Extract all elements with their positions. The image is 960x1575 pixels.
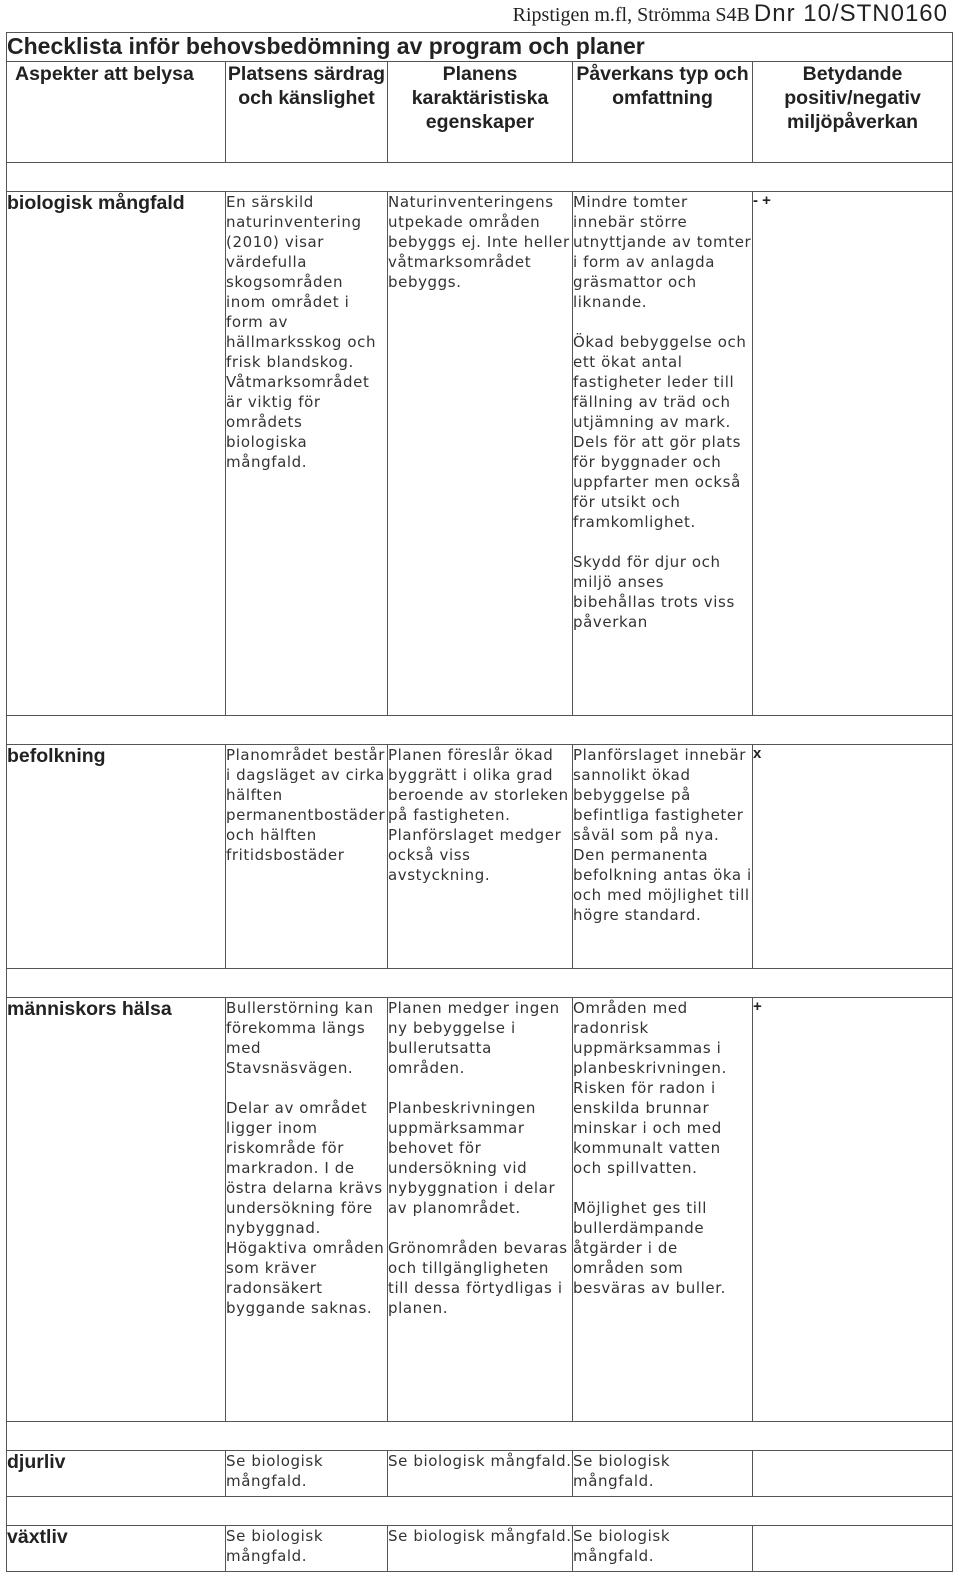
column-header-impact: Påverkans typ och omfattning bbox=[573, 62, 753, 163]
spacer-row bbox=[7, 1497, 953, 1526]
row-site bbox=[226, 998, 388, 1422]
row-effect: - + bbox=[753, 192, 953, 716]
paragraph: Se biologisk mångfald. bbox=[226, 1527, 324, 1565]
paragraph: Se biologisk mångfald. bbox=[388, 1452, 572, 1470]
row-aspect: växtliv bbox=[7, 1526, 226, 1572]
row-site bbox=[226, 1451, 388, 1497]
paragraph: Naturinventeringens utpekade områden bebyggs ej. Inte heller våtmarksområdet bebyggs. bbox=[388, 193, 570, 291]
spacer-row bbox=[7, 163, 953, 192]
spacer-row bbox=[7, 969, 953, 998]
paragraph: Planbeskrivningen uppmärksammar behovet för undersökning vid nybyggnation i delar av planområdet. bbox=[388, 1099, 556, 1217]
paragraph: Planområdet består i dagsläget av cirka hälften permanentbostäder och hälften fritidsbostäder bbox=[226, 746, 386, 864]
paragraph: Se biologisk mångfald. bbox=[388, 1527, 572, 1545]
paragraph: Mindre tomter innebär större utnyttjande av tomter i form av anlagda gräsmattor och liknande. bbox=[573, 193, 752, 311]
paragraph: Planförslaget innebär sannolikt ökad bebyggelse på befintliga fastigheter såväl som på nya. Den permanenta befolkning antas öka i och med möjlighet till högre standard. bbox=[573, 746, 752, 924]
table-row bbox=[7, 1451, 953, 1497]
row-impact bbox=[573, 1526, 753, 1572]
spacer-row bbox=[7, 716, 953, 745]
row-effect: + bbox=[753, 998, 953, 1422]
table-row bbox=[7, 1526, 953, 1572]
row-aspect: biologisk mångfald bbox=[7, 192, 226, 716]
row-impact bbox=[573, 998, 753, 1422]
row-site bbox=[226, 192, 388, 716]
row-impact bbox=[573, 745, 753, 969]
row-site bbox=[226, 1526, 388, 1572]
row-site bbox=[226, 745, 388, 969]
paragraph: Planen föreslår ökad byggrätt i olika grad beroende av storleken på fastigheten. Planförslaget medger också viss avstyckning. bbox=[388, 746, 569, 884]
header-dnr: Dnr 10/STN0160 bbox=[753, 0, 948, 27]
row-plan bbox=[388, 998, 573, 1422]
paragraph: Grönområden bevaras och tillgängligheten till dessa förtydligas i planen. bbox=[388, 1239, 568, 1317]
paragraph: En särskild naturinventering (2010) visar värdefulla skogsområden inom området i form av hällmarksskog och frisk blandskog. Våtmarksområdet är viktig för områdets biologiska mångfald. bbox=[226, 193, 377, 471]
row-plan bbox=[388, 745, 573, 969]
row-impact bbox=[573, 1451, 753, 1497]
column-header-plan: Planens karaktäristiska egenskaper bbox=[388, 62, 573, 163]
paragraph: Delar av området ligger inom riskområde för markradon. I de östra delarna krävs undersökning före nybyggnad. Högaktiva områden som kräver radonsäkert byggande saknas. bbox=[226, 1099, 385, 1317]
table-row bbox=[7, 745, 953, 969]
row-effect bbox=[753, 1451, 953, 1497]
column-header-aspect: Aspekter att belysa bbox=[7, 62, 226, 163]
row-impact bbox=[573, 192, 753, 716]
paragraph: Se biologisk mångfald. bbox=[573, 1452, 671, 1490]
title-row bbox=[7, 33, 953, 62]
paragraph: Bullerstörning kan förekomma längs med Stavsnäsvägen. bbox=[226, 999, 374, 1077]
row-aspect: djurliv bbox=[7, 1451, 226, 1497]
paragraph: Se biologisk mångfald. bbox=[226, 1452, 324, 1490]
table-row bbox=[7, 192, 953, 716]
page-header bbox=[513, 0, 948, 26]
paragraph: Ökad bebyggelse och ett ökat antal fastigheter leder till fällning av träd och utjämning av mark. Dels för att gör plats för byggnader och uppfarter men också för utsikt och framkomlighet. bbox=[573, 333, 747, 531]
row-plan bbox=[388, 1451, 573, 1497]
table-row bbox=[7, 998, 953, 1422]
paragraph: Planen medger ingen ny bebyggelse i bullerutsatta områden. bbox=[388, 999, 560, 1077]
row-plan bbox=[388, 192, 573, 716]
row-effect bbox=[753, 1526, 953, 1572]
paragraph: Möjlighet ges till bullerdämpande åtgärder i de områden som besväras av buller. bbox=[573, 1199, 726, 1297]
checklist-table bbox=[6, 32, 953, 1572]
column-header-site: Platsens särdrag och känslighet bbox=[226, 62, 388, 163]
header-reference: Ripstigen m.fl, Strömma S4B bbox=[512, 4, 750, 26]
row-effect: x bbox=[753, 745, 953, 969]
column-header-effect: Betydande positiv/negativ miljöpåverkan bbox=[753, 62, 953, 163]
table-title: Checklista inför behovsbedömning av program och planer bbox=[7, 33, 953, 62]
row-aspect: befolkning bbox=[7, 745, 226, 969]
row-plan bbox=[388, 1526, 573, 1572]
column-header-row bbox=[7, 62, 953, 163]
paragraph: Se biologisk mångfald. bbox=[573, 1527, 671, 1565]
paragraph: Områden med radonrisk uppmärksammas i planbeskrivningen. Risken för radon i enskilda brunnar minskar i och med kommunalt vatten och spillvatten. bbox=[573, 999, 727, 1177]
row-aspect: människors hälsa bbox=[7, 998, 226, 1422]
spacer-row bbox=[7, 1422, 953, 1451]
paragraph: Skydd för djur och miljö anses bibehållas trots viss påverkan bbox=[573, 553, 735, 631]
